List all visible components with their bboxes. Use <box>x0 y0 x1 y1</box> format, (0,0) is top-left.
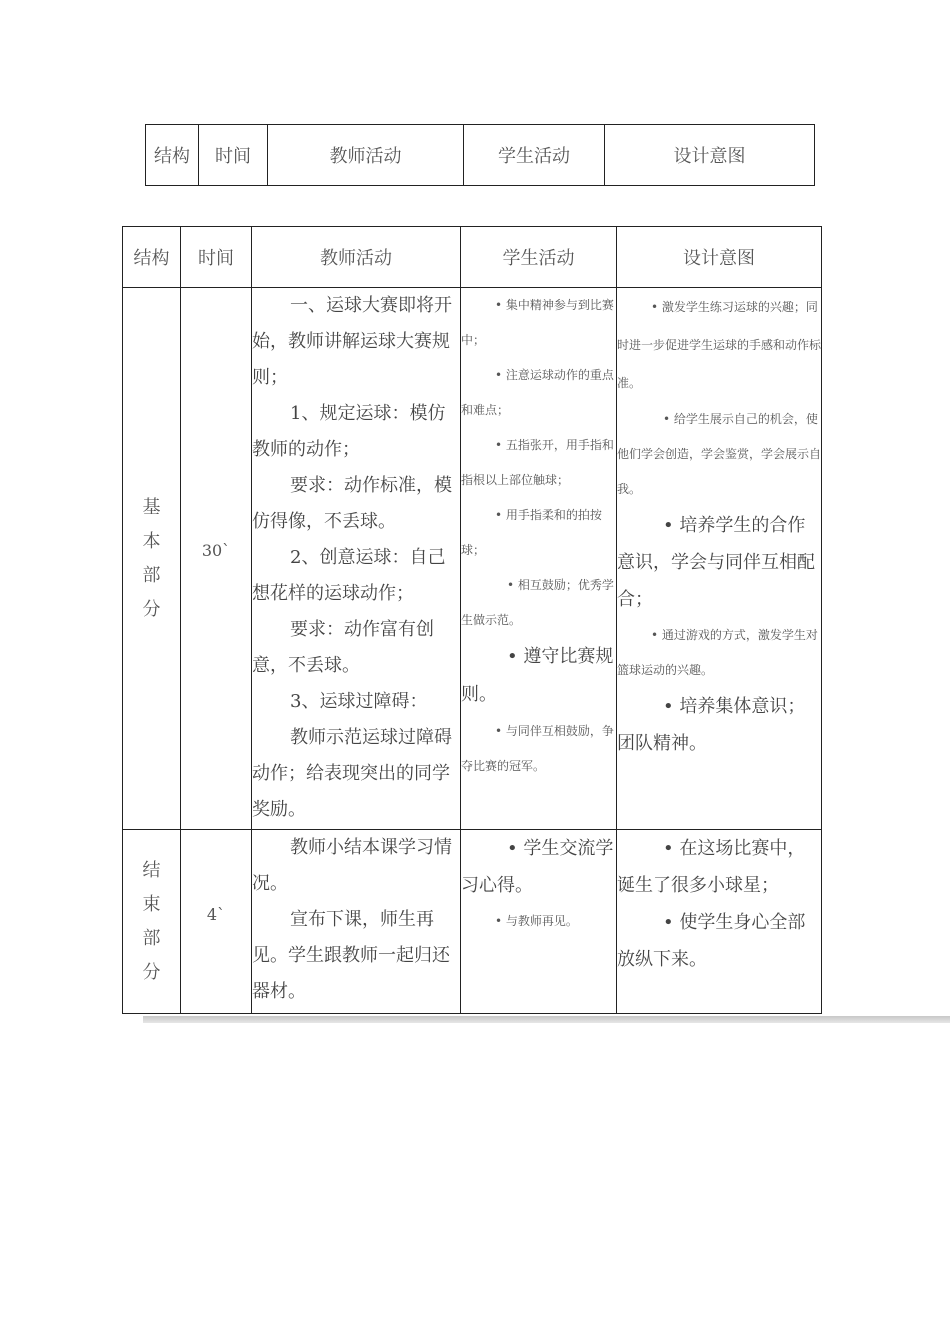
header-design: 设计意图 <box>617 227 822 288</box>
header-table <box>145 124 815 186</box>
student-activity-item: • 集中精神参与到比赛中； <box>461 298 614 347</box>
table-shadow <box>143 1016 950 1023</box>
design-intent-item: • 培养集体意识；团队精神。 <box>617 696 806 754</box>
structure-char: 部 <box>142 564 161 586</box>
structure-char: 分 <box>142 961 161 983</box>
time-cell <box>181 830 252 1014</box>
teacher-activity-item: 3、运球过障碍： <box>290 691 428 712</box>
structure-char: 分 <box>142 598 161 620</box>
teacher-activity-item: 宣布下课，师生再见。学生跟教师一起归还器材。 <box>252 909 450 1002</box>
student-activity-cell <box>461 288 617 830</box>
header-student: 学生活动 <box>464 125 605 186</box>
time-value: 30` <box>201 541 231 560</box>
header-structure: 结构 <box>123 227 181 288</box>
design-intent-item: • 通过游戏的方式，激发学生对篮球运动的兴趣。 <box>617 628 818 677</box>
student-activity-item: • 用手指柔和的拍按球； <box>461 508 602 557</box>
design-intent-item: • 激发学生练习运球的兴趣；同时进一步促进学生运球的手感和动作标准。 <box>617 300 822 390</box>
time-cell <box>181 288 252 830</box>
structure-char: 本 <box>142 530 161 552</box>
header-teacher: 教师活动 <box>268 125 464 186</box>
header-design: 设计意图 <box>605 125 815 186</box>
time-value: 4` <box>206 905 226 924</box>
header-structure: 结构 <box>146 125 199 186</box>
structure-char: 基 <box>142 496 161 518</box>
structure-char: 结 <box>142 859 161 881</box>
student-activity-item: • 与教师再见。 <box>495 914 578 928</box>
teacher-activity-item: 1、规定运球：模仿教师的动作； <box>252 403 446 460</box>
design-intent-item: • 培养学生的合作意识，学会与同伴互相配合； <box>617 515 815 610</box>
student-activity-item: • 注意运球动作的重点和难点； <box>461 368 614 417</box>
student-activity-cell <box>461 830 617 1014</box>
table-header-row <box>123 227 822 288</box>
table-row <box>123 288 822 830</box>
design-intent-item: • 在这场比赛中，诞生了很多小球星； <box>617 838 806 896</box>
structure-char: 部 <box>142 927 161 949</box>
teacher-activity-item: 要求：动作标准，模仿得像，不丢球。 <box>252 475 452 532</box>
teacher-activity-item: 一、运球大赛即将开始，教师讲解运球大赛规则； <box>252 295 452 388</box>
teacher-activity-item: 教师示范运球过障碍动作；给表现突出的同学奖励。 <box>252 727 452 820</box>
structure-char: 束 <box>142 893 161 915</box>
header-teacher: 教师活动 <box>252 227 461 288</box>
design-intent-item: • 使学生身心全部放纵下来。 <box>617 912 806 970</box>
table-row <box>123 830 822 1014</box>
header-time: 时间 <box>199 125 268 186</box>
student-activity-item: • 与同伴互相鼓励，争夺比赛的冠军。 <box>461 724 614 773</box>
structure-cell <box>123 830 181 1014</box>
lesson-plan-table <box>122 226 822 1014</box>
design-intent-cell <box>617 830 822 1014</box>
student-activity-item: • 五指张开，用手指和指根以上部位触球； <box>461 438 614 487</box>
teacher-activity-cell <box>252 830 461 1014</box>
design-intent-cell <box>617 288 822 830</box>
student-activity-item: • 遵守比赛规则。 <box>461 646 614 705</box>
teacher-activity-item: 要求：动作富有创意，不丢球。 <box>252 619 434 676</box>
design-intent-item: • 给学生展示自己的机会，使他们学会创造，学会鉴赏，学会展示自我。 <box>617 412 822 496</box>
header-student: 学生活动 <box>461 227 617 288</box>
student-activity-item: • 学生交流学习心得。 <box>461 838 614 896</box>
student-activity-item: • 相互鼓励；优秀学生做示范。 <box>461 578 614 627</box>
teacher-activity-item: 教师小结本课学习情况。 <box>252 837 452 894</box>
teacher-activity-cell <box>252 288 461 830</box>
structure-cell <box>123 288 181 830</box>
teacher-activity-item: 2、创意运球：自己想花样的运球动作； <box>252 547 446 604</box>
header-time: 时间 <box>181 227 252 288</box>
